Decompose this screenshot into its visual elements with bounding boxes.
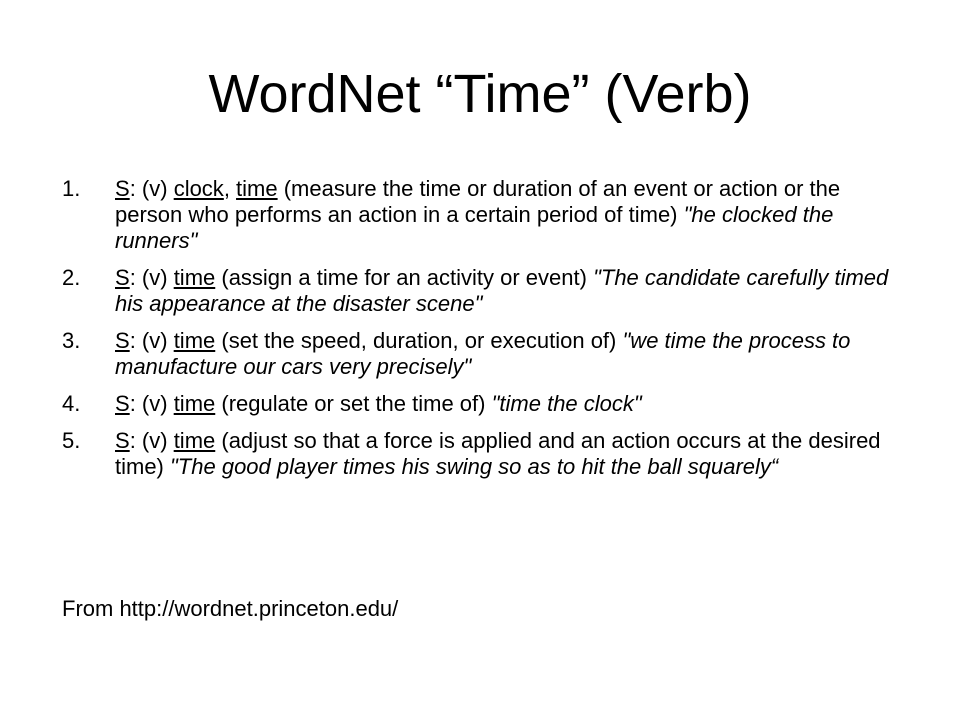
gloss: (set the speed, duration, or execution of) (215, 328, 623, 353)
example-sentence: "we time the process to manufacture our cars very precisely" (115, 328, 851, 379)
gloss: (adjust so that a force is applied and an action occurs at the desired time) (115, 428, 881, 479)
gloss: (measure the time or duration of an event or action or the person who performs an action in a certain period of time) (115, 176, 841, 227)
sense-number: 2. (62, 265, 81, 290)
word-link-time[interactable]: time (173, 328, 216, 353)
pos-label: : (v) (129, 176, 174, 201)
synset-link[interactable]: S (115, 428, 130, 453)
synset-link[interactable]: S (115, 391, 130, 416)
synset-link[interactable]: S (115, 176, 130, 201)
source-attribution: From http://wordnet.princeton.edu/ (62, 596, 399, 621)
sense-item-4 (62, 391, 902, 417)
synset-link[interactable]: S (115, 328, 130, 353)
sense-number: 1. (62, 176, 81, 201)
word-link-time[interactable]: time (173, 265, 216, 290)
example-sentence: "he clocked the runners" (115, 202, 834, 253)
sense-number: 3. (62, 328, 81, 353)
word-link-time[interactable]: time (173, 391, 216, 416)
pos-label: : (v) (129, 328, 174, 353)
pos-label: : (v) (129, 428, 174, 453)
example-sentence: "The good player times his swing so as to hit the ball squarely“ (170, 454, 779, 479)
sense-item-1 (62, 176, 902, 254)
word-link-time[interactable]: time (173, 428, 216, 453)
slide-title: WordNet “Time” (Verb) (208, 64, 752, 124)
word-separator: , (223, 176, 237, 201)
sense-number: 5. (62, 428, 81, 453)
pos-label: : (v) (129, 265, 174, 290)
pos-label: : (v) (129, 391, 174, 416)
word-link-clock[interactable]: clock (173, 176, 224, 201)
example-sentence: "time the clock" (491, 391, 642, 416)
sense-number: 4. (62, 391, 81, 416)
gloss: (regulate or set the time of) (215, 391, 492, 416)
sense-list (62, 176, 902, 491)
sense-item-3 (62, 328, 902, 380)
word-link-time[interactable]: time (236, 176, 278, 201)
gloss: (assign a time for an activity or event) (215, 265, 594, 290)
example-sentence: "The candidate carefully timed his appearance at the disaster scene" (115, 265, 889, 316)
sense-item-2 (62, 265, 902, 317)
sense-item-5 (62, 428, 902, 480)
synset-link[interactable]: S (115, 265, 130, 290)
